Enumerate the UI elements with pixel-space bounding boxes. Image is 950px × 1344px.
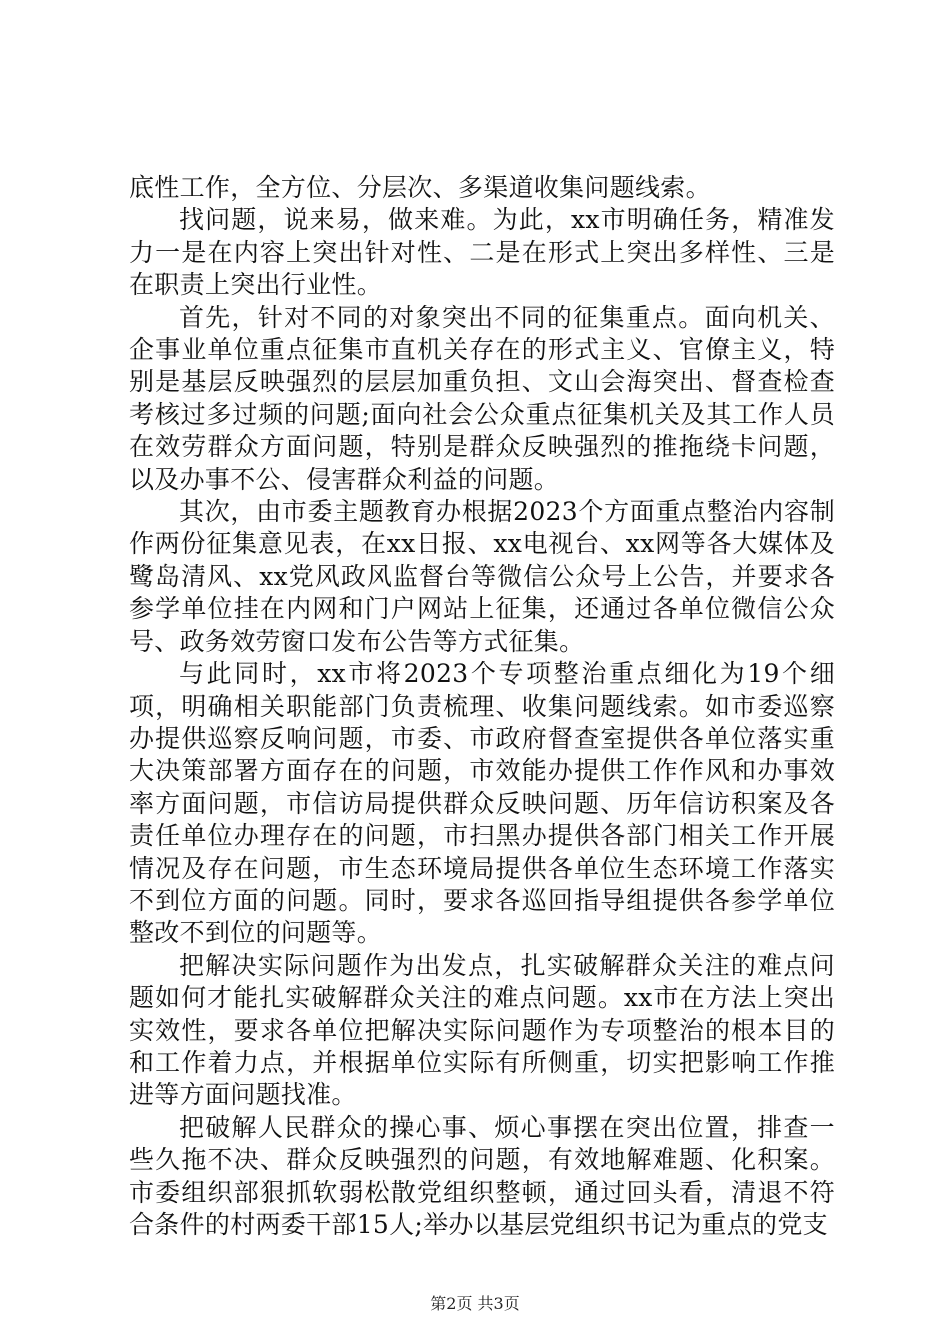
paragraph-continuation: 底性工作，全方位、分层次、多渠道收集问题线索。 — [129, 173, 711, 202]
paragraph: 与此同时，xx市将2023个专项整治重点细化为19个细项，明确相关职能部门负责梳理、收集问题线索。如市委巡察办提供巡察反响问题，市委、市政府督查室提供各单位落实重大决策部署方面存在的问题，市效能办提供工作作风和办事效率方面问题，市信访局提供群众反映问题、历年信访积案及各责任单位办理存在的问题，市扫黑办提供各部门相关工作开展情况及存在问题，市生态环境局提供各单位生态环境工作落实不到位方面的问题。同时，要求各巡回指导组提供各参学单位整改不到位的问题等。 — [129, 659, 835, 948]
paragraph: 把解决实际问题作为出发点，扎实破解群众关注的难点问题如何才能扎实破解群众关注的难点问题。xx市在方法上突出实效性，要求各单位把解决实际问题作为专项整治的根本目的和工作着力点，并根据单位实际有所侧重，切实把影响工作推进等方面问题找准。 — [129, 950, 835, 1110]
paragraph: 其次，由市委主题教育办根据2023个方面重点整治内容制作两份征集意见表，在xx日报、xx电视台、xx网等各大媒体及鹭岛清风、xx党风政风监督台等微信公众号上公告，并要求各参学单位挂在内网和门户网站上征集，还通过各单位微信公众号、政务效劳窗口发布公告等方式征集。 — [129, 497, 835, 656]
paragraph: 把破解人民群众的操心事、烦心事摆在突出位置，排查一些久拖不决、群众反映强烈的问题，有效地解难题、化积案。市委组织部狠抓软弱松散党组织整顿，通过回头看，清退不符合条件的村两委干部15人;举办以基层党组织书记为重点的党支 — [129, 1112, 835, 1239]
page-number-footer: 第2页 共3页 — [430, 1294, 520, 1313]
paragraph: 首先，针对不同的对象突出不同的征集重点。面向机关、企事业单位重点征集市直机关存在的形式主义、官僚主义，特别是基层反映强烈的层层加重负担、文山会海突出、督查检查考核过多过频的问题;面向社会公众重点征集机关及其工作人员在效劳群众方面问题，特别是群众反映强烈的推拖绕卡问题，以及办事不公、侵害群众利益的问题。 — [129, 302, 835, 494]
paragraph: 找问题，说来易，做来难。为此，xx市明确任务，精准发力一是在内容上突出针对性、二是在形式上突出多样性、三是在职责上突出行业性。 — [129, 205, 835, 300]
document-body — [129, 172, 835, 1241]
